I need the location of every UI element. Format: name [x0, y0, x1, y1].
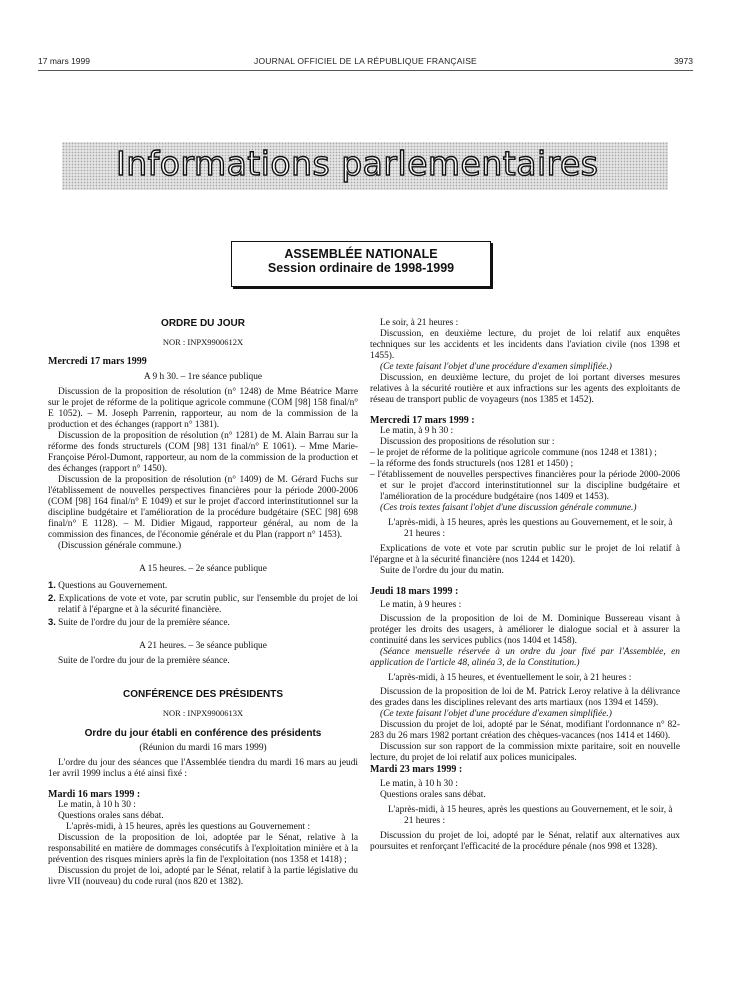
numbered-item	[48, 579, 358, 592]
item-text: Questions au Gouvernement.	[55, 581, 168, 591]
running-header	[38, 56, 693, 70]
sitting-time: (Réunion du mardi 16 mars 1999)	[139, 743, 267, 753]
sitting-time: L'après-midi, à 15 heures, après les questions au Gouvernement, et le soir, à 21 heures :	[388, 518, 673, 539]
numbered-item	[48, 592, 358, 616]
header-rule	[38, 70, 693, 71]
item-number: 2.	[48, 592, 56, 603]
sitting-date: Jeudi 18 mars 1999 :	[370, 586, 459, 597]
paragraph: Discussion du projet de loi, adopté par le Sénat, relatif à la partie législative du livre VII (nouveau) du code rural (nos 820 et 1382).	[48, 866, 358, 887]
paragraph: Discussion de la proposition de loi, adoptée par le Sénat, relative à la responsabilité en matière de dommages consécutifs à l'exploitation minière et à la prévention des risques miniers après la fin de l'exploitation (nos 1358 et 1418) ;	[48, 833, 358, 865]
procedure-note: (Ce texte faisant l'objet d'une procédure d'examen simplifiée.)	[380, 709, 612, 719]
spacer	[48, 780, 358, 789]
nor-reference: NOR : INPX9900613X	[162, 708, 244, 718]
paragraph: Le matin, à 10 h 30 :	[380, 779, 458, 789]
right-column	[370, 318, 680, 853]
list-item: – l'établissement de nouvelles perspectives financières pour la période 2000-2006 et sur le projet d'accord interinstitutionnel sur la discipline budgétaire et l'amélioration de la procédure budgétaire (nos 1409 et 1453).	[370, 470, 680, 502]
paragraph: Le matin, à 10 h 30 :	[58, 800, 136, 810]
paragraph: Discussion sur son rapport de la commission mixte paritaire, soit en nouvelle lecture, du projet de loi relatif aux polices municipales.	[370, 742, 680, 763]
paragraph: Questions orales sans débat.	[58, 811, 164, 821]
sitting-date: Mardi 23 mars 1999 :	[370, 764, 463, 775]
procedure-note: (Ce texte faisant l'objet d'une procédure d'examen simplifiée.)	[380, 362, 612, 372]
item-text: Explications de vote et vote, par scrutin public, sur l'ensemble du projet de loi relatif à l'épargne et à la sécurité financière.	[55, 594, 358, 615]
spacer	[48, 552, 358, 564]
paragraph: Discussion de la proposition de loi de M. Dominique Bussereau visant à protéger les droits des usagers, à améliorer le dialogue social et à assurer la continuité dans les services publics (nos 1404 et 1458).	[370, 614, 680, 646]
item-number: 1.	[48, 579, 56, 590]
numbered-item	[48, 616, 358, 629]
header-journal-title: JOURNAL OFFICIEL DE LA RÉPUBLIQUE FRANÇAISE	[254, 56, 477, 66]
section-heading: CONFÉRENCE DES PRÉSIDENTS	[122, 689, 284, 700]
paragraph: L'ordre du jour des séances que l'Assemblée tiendra du mardi 16 mars au jeudi 1er avril 1999 inclus a été ainsi fixé :	[48, 758, 358, 779]
session-name: Session ordinaire de 1998-1999	[267, 261, 455, 275]
assembly-name: ASSEMBLÉE NATIONALE	[284, 247, 438, 261]
banner-title: Informations parlementaires	[116, 144, 599, 183]
assembly-title-box	[231, 241, 491, 287]
paragraph: Discussion de la proposition de loi de M. Patrick Leroy relative à la délivrance des grades dans les disciplines relevant des arts martiaux (nos 1394 et 1459).	[370, 687, 680, 708]
header-page-number: 3973	[674, 56, 693, 66]
paragraph: Le matin, à 9 h 30 :	[380, 426, 454, 436]
paragraph: Suite de l'ordre du jour du matin.	[380, 566, 504, 576]
paragraph: Discussion, en deuxième lecture, du projet de loi relatif aux enquêtes techniques sur les accidents et les incidents dans l'aviation civile (nos 1398 et 1455).	[370, 329, 680, 361]
sitting-date: Mardi 16 mars 1999 :	[48, 789, 141, 800]
spacer	[370, 406, 680, 415]
paragraph: Discussion du projet de loi, adopté par le Sénat, modifiant l'ordonnance n° 82-283 du 26 mars 1982 portant création des chèques-vacances (nos 1414 et 1460).	[370, 720, 680, 741]
paragraph: Discussion de la proposition de résolution (n° 1248) de Mme Béatrice Marre sur le projet de réforme de la politique agricole commune (COM [98] 158 final/n° E 1052). – M. Joseph Parrenin, rapporteur, au nom de la commission de la production et des échanges (rapport n° 1381).	[48, 387, 358, 430]
header-date: 17 mars 1999	[38, 56, 90, 66]
section-heading: ORDRE DU JOUR	[161, 318, 245, 329]
paragraph: Discussion, en deuxième lecture, du projet de loi portant diverses mesures relatives à la sécurité routière et aux infractions sur les agents des exploitants de réseau de transport public de voyageurs (nos 1385 et 1452).	[370, 373, 680, 405]
sitting-time: L'après-midi, à 15 heures, après les questions au Gouvernement, et le soir, à 21 heures :	[388, 805, 673, 826]
spacer	[48, 329, 358, 337]
spacer	[48, 667, 358, 689]
paragraph: Discussion de la proposition de résolution (n° 1281) de M. Alain Barrau sur la réforme des fonds structurels (COM [98] 131 final/n° E 1061). – Mme Marie-Françoise Pérol-Dumont, rapporteur, au nom de la commission de la production et des échanges (rapport n° 1450).	[48, 431, 358, 474]
left-column	[48, 318, 358, 888]
sitting-time: L'après-midi, à 15 heures, après les questions au Gouvernement :	[66, 822, 311, 832]
spacer	[48, 348, 358, 356]
paragraph: Questions orales sans débat.	[380, 790, 486, 800]
paragraph: Le soir, à 21 heures :	[380, 318, 459, 328]
item-number: 3.	[48, 616, 56, 627]
nor-reference: NOR : INPX9900612X	[162, 337, 244, 347]
section-heading: Ordre du jour établi en conférence des présidents	[84, 728, 322, 739]
spacer	[48, 719, 358, 728]
sitting-time: A 21 heures. – 3e séance publique	[139, 641, 267, 651]
paragraph: Discussion de la proposition de résolution (n° 1409) de M. Gérard Fuchs sur l'établissement de nouvelles perspectives financières pour la période 2000-2006 (COM [98] 164 final/n° E 1049) et sur le projet d'accord interinstitutionnel sur la discipline budgétaire et l'amélioration de la procédure budgétaire (SEC [98] 698 final/n° E 1128). – M. Didier Migaud, rapporteur général, au nom de la commission des finances, de l'économie générale et du Plan (rapport n° 1453).	[48, 475, 358, 540]
sitting-date: Mercredi 17 mars 1999	[48, 356, 147, 367]
paragraph: Le matin, à 9 heures :	[380, 600, 462, 610]
paragraph: (Discussion générale commune.)	[58, 541, 182, 551]
list-item: – le projet de réforme de la politique agricole commune (nos 1248 et 1381) ;	[370, 448, 657, 458]
item-text: Suite de l'ordre du jour de la première séance.	[55, 618, 230, 628]
list-item: – la réforme des fonds structurels (nos 1281 et 1450) ;	[370, 459, 574, 469]
section-banner	[62, 142, 668, 190]
paragraph: Suite de l'ordre du jour de la première séance.	[58, 656, 230, 666]
procedure-note: (Séance mensuelle réservée à un ordre du jour fixé par l'Assemblée, en application de l'article 48, alinéa 3, de la Constitution.)	[370, 647, 680, 668]
sitting-time: A 15 heures. – 2e séance publique	[139, 564, 267, 574]
paragraph: Explications de vote et vote par scrutin public sur le projet de loi relatif à l'épargne et à la sécurité financière (nos 1244 et 1420).	[370, 544, 680, 565]
paragraph: Discussion du projet de loi, adopté par le Sénat, relatif aux alternatives aux poursuites et renforçant l'efficacité de la procédure pénale (nos 998 et 1328).	[370, 831, 680, 852]
spacer	[370, 577, 680, 586]
paragraph: Discussion des propositions de résolution sur :	[380, 437, 555, 447]
sitting-date: Mercredi 17 mars 1999 :	[370, 415, 475, 426]
spacer	[48, 629, 358, 641]
sitting-time: A 9 h 30. – 1re séance publique	[143, 372, 263, 382]
procedure-note: (Ces trois textes faisant l'objet d'une discussion générale commune.)	[380, 503, 637, 513]
spacer	[48, 700, 358, 708]
sitting-time: L'après-midi, à 15 heures, et éventuellement le soir, à 21 heures :	[388, 673, 632, 683]
